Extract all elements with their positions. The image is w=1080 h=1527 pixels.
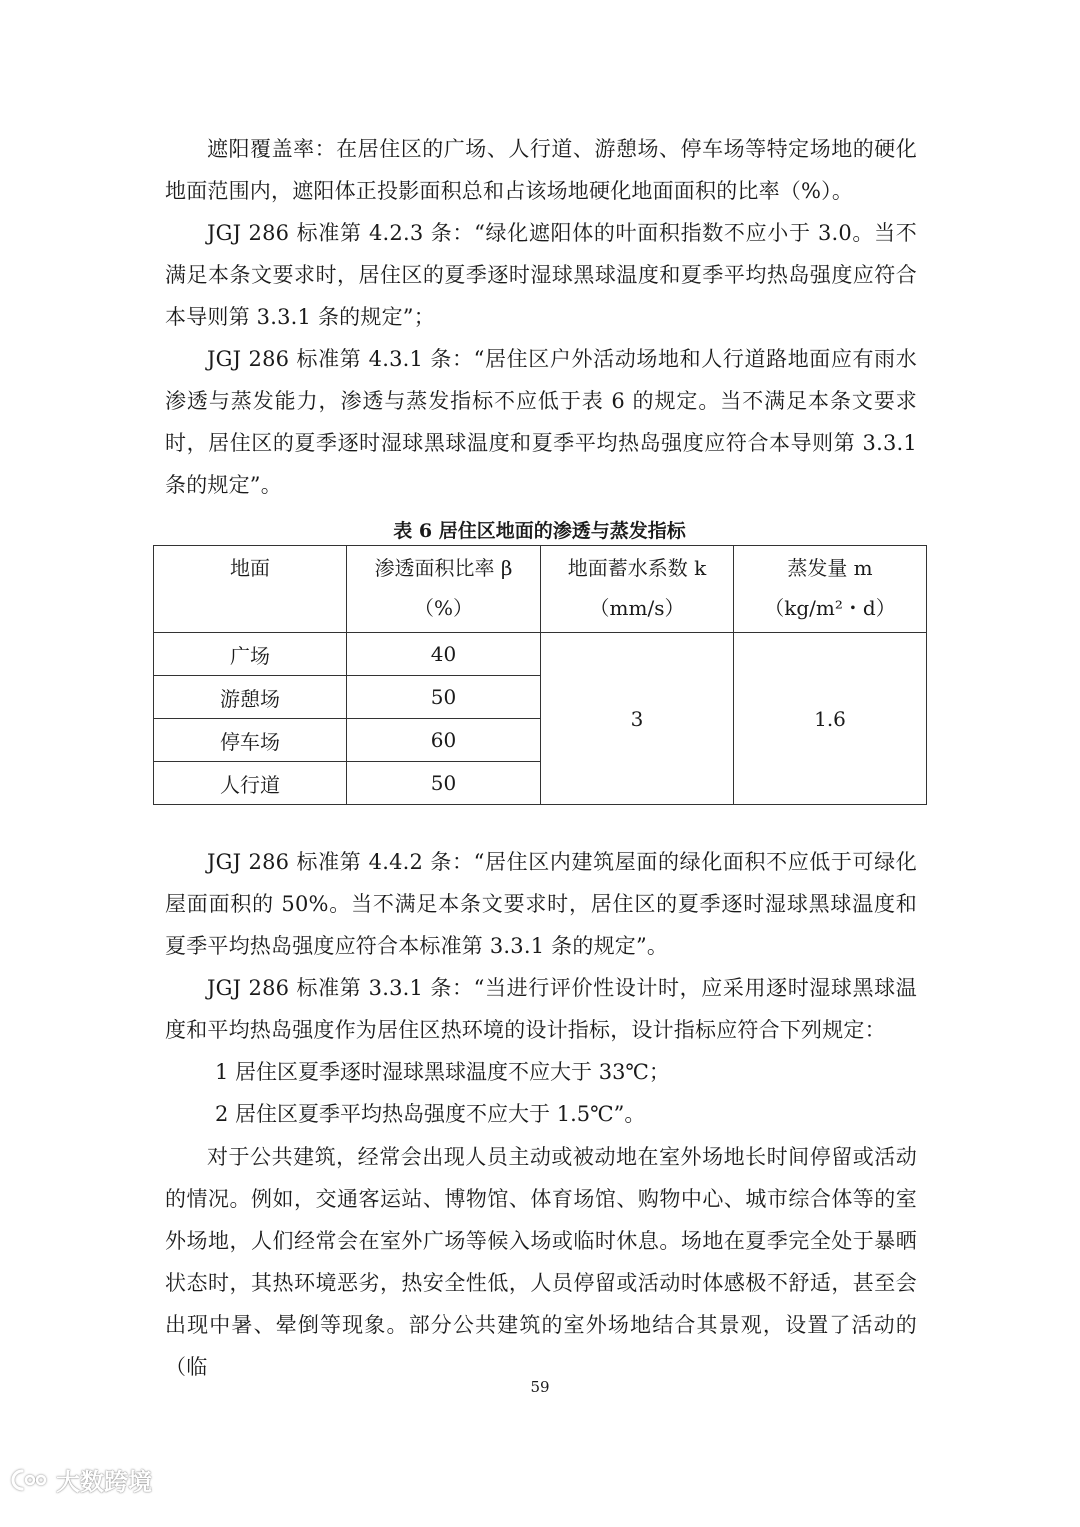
header-evaporation	[734, 546, 927, 633]
list-item-wbgt: 1 居住区夏季逐时湿球黑球温度不应大于 33℃；	[215, 1060, 670, 1084]
watermark	[10, 1462, 152, 1497]
header-storage-coefficient	[541, 546, 734, 633]
paragraph-jgj-4-4-2: JGJ 286 标准第 4.4.2 条：“居住区内建筑屋面的绿化面积不应低于可绿化屋面面积的 50%。当不满足本条文要求时，居住区的夏季逐时湿球黑球温度和夏季平均热岛强度应符合本标准第 3.3.1 条的规定”。	[165, 850, 917, 958]
cell-surface: 广场	[154, 633, 347, 676]
paragraph-shading-coverage: 遮阳覆盖率：在居住区的广场、人行道、游憩场、停车场等特定场地的硬化地面范围内，遮阳体正投影面积总和占该场地硬化地面面积的比率（%）。	[165, 137, 917, 203]
list-item-heat-island: 2 居住区夏季平均热岛强度不应大于 1.5℃”。	[215, 1102, 646, 1126]
header-surface-label: 地面	[230, 556, 270, 580]
header-evaporation-unit: （kg/m²・d）	[764, 596, 896, 620]
header-storage-coefficient-label: 地面蓄水系数 k	[567, 556, 707, 580]
logo-icon	[10, 1467, 50, 1493]
table-header-row	[154, 546, 927, 633]
infiltration-evaporation-table	[153, 545, 927, 805]
paragraph-jgj-4-2-3: JGJ 286 标准第 4.2.3 条：“绿化遮阳体的叶面积指数不应小于 3.0。当不满足本条文要求时，居住区的夏季逐时湿球黑球温度和夏季平均热岛强度应符合本导则第 3.3.1 条的规定”；	[165, 221, 917, 329]
cell-ratio: 50	[347, 676, 541, 719]
cell-surface: 游憩场	[154, 676, 347, 719]
paragraph-jgj-3-3-1: JGJ 286 标准第 3.3.1 条：“当进行评价性设计时，应采用逐时湿球黑球温度和平均热岛强度作为居住区热环境的设计指标，设计指标应符合下列规定：	[165, 976, 917, 1042]
header-infiltration-ratio	[347, 546, 541, 633]
paragraph-public-buildings: 对于公共建筑，经常会出现人员主动或被动地在室外场地长时间停留或活动的情况。例如，交通客运站、博物馆、体育场馆、购物中心、城市综合体等的室外场地，人们经常会在室外广场等候入场或临时休息。场地在夏季完全处于暴晒状态时，其热环境恶劣，热安全性低，人员停留或活动时体感极不舒适，甚至会出现中暑、晕倒等现象。部分公共建筑的室外场地结合其景观，设置了活动的（临	[165, 1145, 917, 1379]
page-number: 59	[530, 1378, 550, 1396]
header-infiltration-ratio-unit: （%）	[413, 596, 473, 620]
table-row	[154, 633, 927, 676]
cell-evaporation: 1.6	[734, 633, 927, 805]
header-storage-coefficient-unit: （mm/s）	[589, 596, 685, 620]
header-infiltration-ratio-label: 渗透面积比率 β	[374, 556, 513, 580]
cell-ratio: 60	[347, 719, 541, 762]
paragraph-jgj-4-3-1: JGJ 286 标准第 4.3.1 条：“居住区户外活动场地和人行道路地面应有雨水渗透与蒸发能力，渗透与蒸发指标不应低于表 6 的规定。当不满足本条文要求时，居住区的夏季逐时湿球黑球温度和夏季平均热岛强度应符合本导则第 3.3.1 条的规定”。	[165, 347, 917, 497]
header-surface	[154, 546, 347, 633]
cell-surface: 停车场	[154, 719, 347, 762]
cell-ratio: 50	[347, 762, 541, 805]
table-caption: 表 6 居住区地面的渗透与蒸发指标	[393, 520, 686, 542]
watermark-text: 大数跨境	[56, 1468, 152, 1496]
header-evaporation-label: 蒸发量 m	[787, 556, 873, 580]
cell-ratio: 40	[347, 633, 541, 676]
cell-surface: 人行道	[154, 762, 347, 805]
cell-storage-coefficient: 3	[541, 633, 734, 805]
